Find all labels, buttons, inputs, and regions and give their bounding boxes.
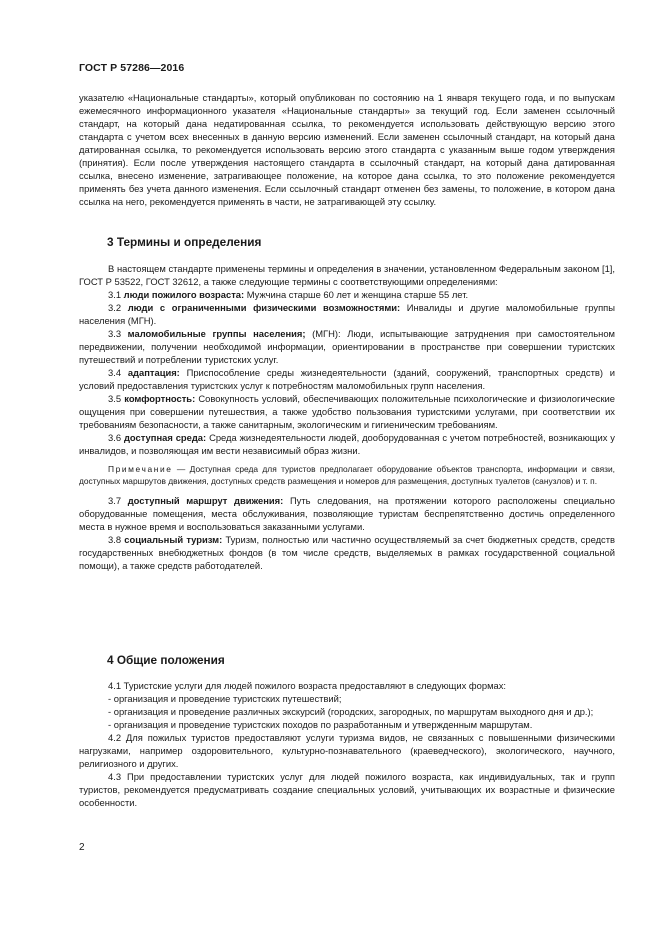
clause-4-3: 4.3 При предоставлении туристских услуг для людей пожилого возраста, как индивидуальных, так и групп туристов, рекомендуется предусматривать создание специальных условий, учитывающих их возрастные и физические особенности.	[79, 771, 615, 808]
clause-4-1: 4.1 Туристские услуги для людей пожилого возраста предоставляют в следующих формах:	[108, 680, 507, 691]
term-number: 3.7	[108, 494, 122, 506]
term-3-1	[79, 288, 615, 301]
section-3-body	[79, 262, 615, 572]
note-label: Примечание	[108, 464, 173, 474]
intro-paragraph: указателю «Национальные стандарты», который опубликован по состоянию на 1 января текущего года, и по выпускам ежемесячного информационного указателя «Национальные стандарты» за текущий год. Если заменен ссылочный стандарт, на который дана недатированная ссылка, то рекомендуется использовать действующую версию этого стандарта с учетом всех внесенных в данную версию изменений. Если заменен ссылочный стандарт, на который дана датированная ссылка, то рекомендуется использовать версию этого стандарта с указанным выше годом утверждения (принятия). Если после утверждения настоящего стандарта в ссылочный стандарт, на который дана датированная ссылка, внесено изменение, затрагивающее положение, на которое дана ссылка, то это положение рекомендуется применять без учета данного изменения. Если ссылочный стандарт отменен без замены, то положение, в котором дана ссылка на него, рекомендуется применять в части, не затрагивающей эту ссылку.	[79, 92, 615, 207]
term-number: 3.3	[108, 328, 122, 339]
term-3-8	[79, 533, 615, 572]
term-3-3	[79, 327, 615, 366]
term-3-7	[79, 494, 615, 533]
term-name: люди с ограниченными физическими возможностями:	[127, 302, 401, 313]
term-name: доступная среда:	[123, 432, 207, 443]
section-3-heading: 3 Термины и определения	[107, 235, 262, 249]
term-definition: Туризм, полностью или частично осуществляемый за счет бюджетных средств, средств государственных внебюджетных фондов (в том числе средств, выделяемых в рамках государственной социальной помощи), а также средств работодателей.	[79, 533, 616, 571]
intro-block	[79, 91, 615, 208]
term-definition: Совокупность условий, обеспечивающих положительные психологические и физиологические ощущения при совершении путешествия, а также удобство пользования туристскими услугами, при соответствии их требованиям безопасности, а также санитарным, экологическим и гигиеническим требованиям.	[79, 393, 615, 430]
term-3-2	[79, 301, 615, 327]
term-number: 3.5	[108, 393, 122, 404]
term-number: 3.1	[108, 289, 122, 300]
term-3-6	[79, 431, 615, 457]
term-3-4	[79, 366, 615, 392]
section-4-body	[79, 679, 615, 809]
term-definition: Инвалиды и другие маломобильные группы населения (МГН).	[79, 302, 615, 326]
section-3-lead: В настоящем стандарте применены термины и определения в значении, установленном Федеральным законом [1], ГОСТ Р 53522, ГОСТ 32612, а также следующие термины с соответствующими определениями:	[79, 263, 615, 287]
term-definition: (МГН): Люди, испытывающие затруднения при самостоятельном передвижении, получении необходимой информации, ориентировании в пространстве при совершении туристских путешествий и потреблении туристских услуг.	[79, 328, 615, 365]
term-name: маломобильные группы населения;	[127, 328, 306, 339]
term-definition: Среда жизнедеятельности людей, дооборудованная с учетом потребностей, возникающих у инвалидов, и позволяющая им вести независимый образ жизни.	[79, 432, 615, 456]
term-number: 3.2	[108, 302, 122, 313]
term-name: адаптация:	[127, 367, 180, 378]
list-item: - организация и проведение туристских путешествий;	[108, 693, 342, 704]
list-item: - организация и проведение туристских походов по разработанным и утвержденным маршрутам.	[108, 719, 533, 730]
section-4-heading: 4 Общие положения	[107, 653, 225, 667]
standard-header: ГОСТ Р 57286—2016	[79, 62, 185, 74]
term-definition: Приспособление среды жизнедеятельности (зданий, сооружений, транспортных средств) и условий предоставления туристских услуг к потребностям маломобильных групп населения.	[79, 367, 615, 391]
term-name: комфортность:	[124, 393, 196, 404]
term-name: доступный маршрут движения:	[127, 494, 284, 506]
page-number: 2	[79, 842, 85, 853]
note-block	[79, 463, 615, 488]
section-4	[79, 653, 615, 667]
list-item: - организация и проведение различных экскурсий (городских, загородных, по маршрутам выходного дня и др.);	[108, 706, 594, 717]
note-paragraph	[79, 463, 615, 488]
clause-4-2: 4.2 Для пожилых туристов предоставляют услуги туризма видов, не связанных с повышенными физическими нагрузками, например оздоровительного, культурно-познавательного (краеведческого), экологического, научного, религиозного и других.	[79, 732, 615, 769]
term-name: социальный туризм:	[124, 533, 223, 545]
term-definition: Путь следования, на протяжении которого расположены специально оборудованные помещения, места обслуживания, позволяющие туристам беспрепятственно достичь определенного места в нужное время и воспользоваться заказанными услугами.	[79, 494, 616, 532]
section-3	[79, 235, 615, 249]
term-number: 3.4	[108, 367, 122, 378]
note-dash: —	[176, 464, 186, 474]
term-3-5	[79, 392, 615, 431]
term-number: 3.8	[108, 533, 122, 545]
term-number: 3.6	[108, 432, 122, 443]
term-definition: Мужчина старше 60 лет и женщина старше 55 лет.	[246, 289, 469, 300]
note-text: Доступная среда для туристов предполагает оборудование объектов транспорта, информации и связи, доступных маршрутов движения, доступных средств размещения и номеров для размещения, доступных туалетов (санузлов) и т. п.	[79, 464, 615, 487]
term-name: люди пожилого возраста:	[123, 289, 245, 300]
